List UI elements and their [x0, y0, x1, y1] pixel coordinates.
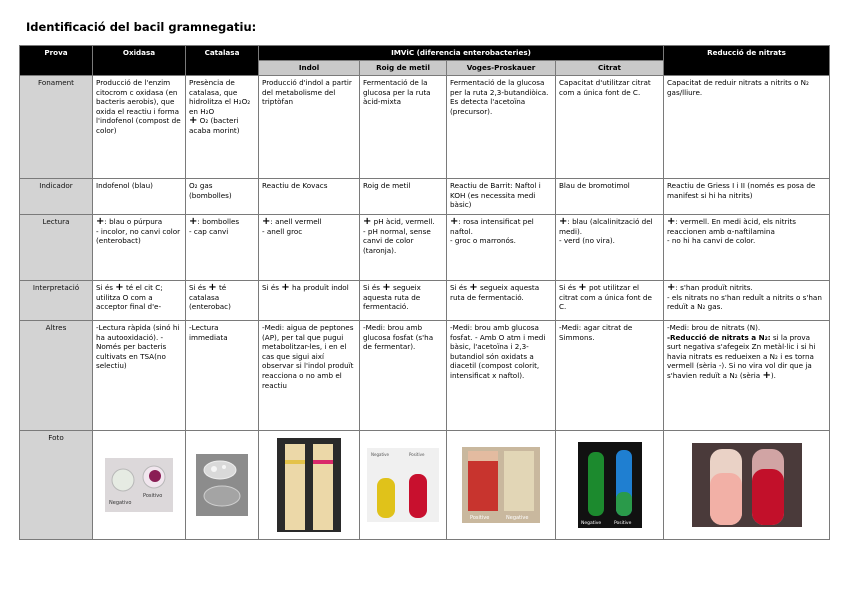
- cell: -Lectura immediata: [186, 321, 259, 431]
- table-row-foto: [20, 431, 830, 540]
- photo-roig: [360, 431, 447, 540]
- identification-table: [19, 45, 830, 540]
- header-prova: Prova: [20, 46, 93, 76]
- cell: Si és + segueix aquesta ruta de fermentació.: [447, 281, 556, 321]
- cell: Si és + té catalasa (enterobac): [186, 281, 259, 321]
- cell: Fermentació de la glucosa per la ruta àcid-mixta: [360, 76, 447, 179]
- table-row-indicador: [20, 179, 830, 215]
- cell: + pH àcid, vermell. - pH normal, sense canvi de color (taronja).: [360, 215, 447, 281]
- row-label: Lectura: [20, 215, 93, 281]
- header-oxidasa: Oxidasa: [93, 46, 186, 76]
- oxidase-test-image: [105, 458, 173, 512]
- cell: +: anell vermell - anell groc: [259, 215, 360, 281]
- cell: -Lectura ràpida (sinó hi ha autooxidació). -Només per bacteris cultivats en TSA(no selectiu): [93, 321, 186, 431]
- cell: Capacitat de reduir nitrats a nitrits o N₂ gas/lliure.: [664, 76, 830, 179]
- cell: Presència de catalasa, que hidrolitza el H₂O₂ en H₂O + O₂ (bacteri acaba morint): [186, 76, 259, 179]
- cell: Si és + té el cit C; utilitza O com a acceptor final d'e-: [93, 281, 186, 321]
- catalase-test-image: [196, 454, 248, 516]
- row-label: Foto: [20, 431, 93, 540]
- header-voges: Voges-Proskauer: [447, 61, 556, 76]
- cell: Si és + pot utilitzar el citrat com a única font de C.: [556, 281, 664, 321]
- row-label: Interpretació: [20, 281, 93, 321]
- citrate-test-image: [578, 442, 642, 528]
- table-row-interpretacio: [20, 281, 830, 321]
- cell: -Medi: agar citrat de Simmons.: [556, 321, 664, 431]
- table-row-altres: [20, 321, 830, 431]
- cell: +: s'han produït nitrits. - els nitrats no s'han reduït a nitrits o s'han reduït a N₂ gas.: [664, 281, 830, 321]
- cell: Si és + segueix aquesta ruta de fermentació.: [360, 281, 447, 321]
- nitrate-test-image: [692, 443, 802, 527]
- header-imvic: IMViC (diferencia enterobacteries): [259, 46, 664, 61]
- cell: Blau de bromotimol: [556, 179, 664, 215]
- svg-text:Negative: Negative: [580, 521, 601, 526]
- header-roig: Roig de metil: [360, 61, 447, 76]
- cell: +: vermell. En medi àcid, els nitrits reaccionen amb α-naftilamina - no hi ha canvi de color.: [664, 215, 830, 281]
- photo-indol: [259, 431, 360, 540]
- photo-nitrats: [664, 431, 830, 540]
- cell: -Medi: brou de nitrats (N). -Reducció de nitrats a N₂: si la prova surt negativa s'afegeix Zn metàl·lic i si hi havia nitrats es redueixen a N₂ i es torna vermell (sèria -). Si no vira vol dir que ja s'havien reduït a N₂ (sèria +).: [664, 321, 830, 431]
- indole-test-image: [277, 438, 341, 532]
- cell: +: blau (alcalinització del medi). - verd (no vira).: [556, 215, 664, 281]
- voges-proskauer-test-image: [462, 447, 540, 523]
- cell: O₂ gas (bombolles): [186, 179, 259, 215]
- page-title: Identificació del bacil gramnegatiu:: [26, 20, 257, 34]
- table-row-fonament: [20, 76, 830, 179]
- photo-catalasa: [186, 431, 259, 540]
- svg-text:Positive: Positive: [613, 521, 631, 526]
- cell: Indofenol (blau): [93, 179, 186, 215]
- table-row-lectura: [20, 215, 830, 281]
- cell: +: bombolles - cap canvi: [186, 215, 259, 281]
- cell: Reactiu de Kovacs: [259, 179, 360, 215]
- svg-text:Positivo: Positivo: [143, 493, 163, 499]
- photo-voges: [447, 431, 556, 540]
- cell: +: blau o púrpura - incolor, no canvi color (enterobact): [93, 215, 186, 281]
- header-citrat: Citrat: [556, 61, 664, 76]
- cell: +: rosa intensificat pel naftol. - groc o marronós.: [447, 215, 556, 281]
- methyl-red-test-image: [367, 448, 439, 522]
- cell: Fermentació de la glucosa per la ruta 2,3-butandiòica. Es detecta l'acetoïna (precursor).: [447, 76, 556, 179]
- cell: -Medi: aigua de peptones (AP), per tal que pugui metabolitzar-les, i en el cas que sigui així observar si l'indol produït reacciona o no amb el reactiu: [259, 321, 360, 431]
- row-label: Fonament: [20, 76, 93, 179]
- photo-oxidasa: [93, 431, 186, 540]
- header-catalasa: Catalasa: [186, 46, 259, 76]
- cell: Reactiu de Griess I i II (només es posa de manifest si hi ha nitrits): [664, 179, 830, 215]
- cell: Producció d'indol a partir del metabolisme del triptòfan: [259, 76, 360, 179]
- svg-text:Negative: Negative: [506, 515, 529, 521]
- header-nitrats: Reducció de nitrats: [664, 46, 830, 76]
- cell: Capacitat d'utilitzar citrat com a única font de C.: [556, 76, 664, 179]
- svg-text:Negativo: Negativo: [109, 500, 132, 506]
- cell: Roig de metil: [360, 179, 447, 215]
- cell: Producció de l'enzim citocrom c oxidasa (en bacteris aerobis), que oxida el reactiu i forma l'indofenol (compost de color): [93, 76, 186, 179]
- cell: -Medi: brou amb glucosa fosfat. - Amb O atm i medi bàsic, l'acetoïna i 2,3-butandiol són oxidats a diacetil (compost colorit, intensificat x naftol).: [447, 321, 556, 431]
- cell: Reactiu de Barrit: Naftol i KOH (es necessita medi bàsic): [447, 179, 556, 215]
- row-label: Indicador: [20, 179, 93, 215]
- cell: Si és + ha produït indol: [259, 281, 360, 321]
- cell: -Medi: brou amb glucosa fosfat (s'ha de fermentar).: [360, 321, 447, 431]
- svg-text:Negative: Negative: [371, 452, 389, 457]
- header-indol: Indol: [259, 61, 360, 76]
- photo-citrat: [556, 431, 664, 540]
- row-label: Altres: [20, 321, 93, 431]
- svg-text:Positive: Positive: [409, 452, 425, 457]
- svg-text:Positive: Positive: [470, 515, 490, 521]
